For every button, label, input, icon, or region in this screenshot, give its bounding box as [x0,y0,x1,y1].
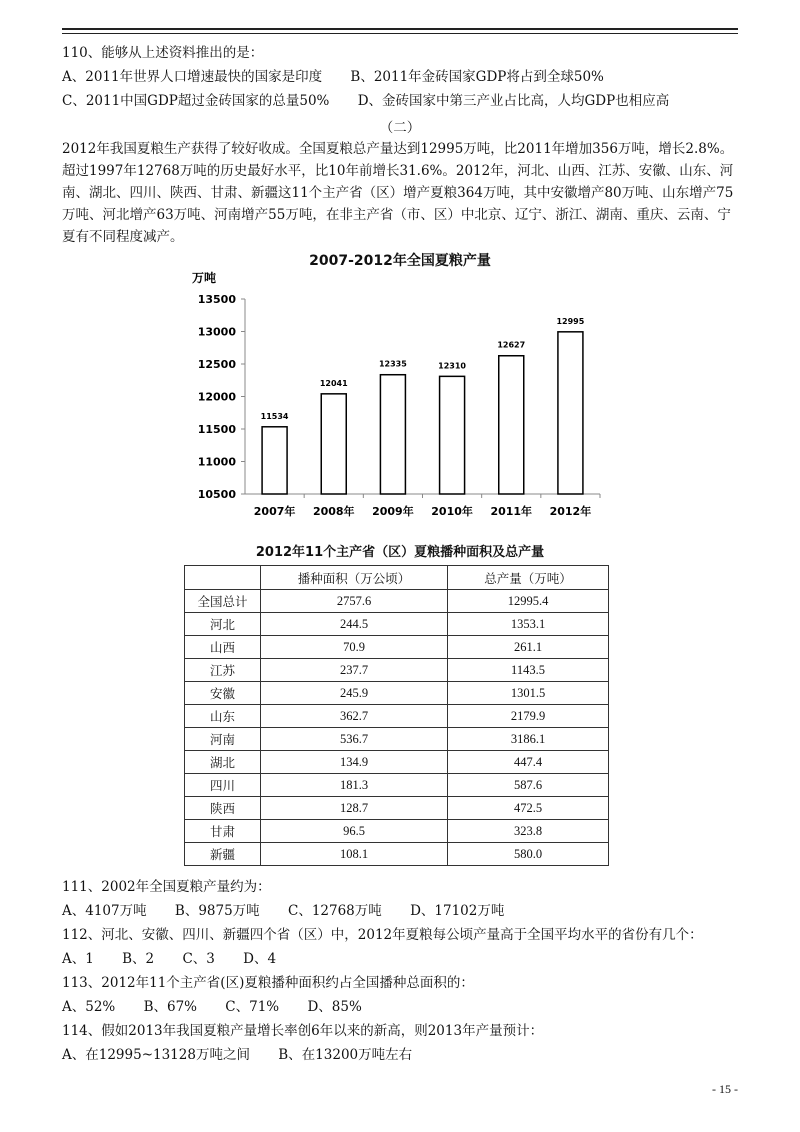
table-header-row [185,566,609,590]
q114-options [62,1046,436,1064]
table-cell: 70.9 [261,636,448,659]
table-row-label: 山西 [185,636,261,659]
bar-data-label: 12995 [556,316,585,326]
table-cell: 1301.5 [448,682,609,705]
q111-option-d: D、17102万吨 [410,903,505,919]
table-title: 2012年11个主产省（区）夏粮播种面积及总产量 [255,545,545,560]
q111-stem: 111、2002年全国夏粮产量约为： [62,879,271,895]
y-tick-label: 12000 [197,390,236,404]
table-cell: 108.1 [261,843,448,866]
q113-option-d: D、85% [307,999,362,1015]
x-tick-label: 2009年 [372,505,414,518]
table-cell: 128.7 [261,797,448,820]
header-rule-thin [62,33,738,34]
bar-data-label: 12335 [378,359,407,369]
bar [440,376,465,494]
table-row [185,682,609,705]
y-tick-label: 10500 [197,488,236,501]
header-rule-thick [62,28,738,30]
table-row-label: 甘肃 [185,820,261,843]
table-row-label: 江苏 [185,659,261,682]
table-row-label: 河北 [185,613,261,636]
y-tick-label: 11000 [197,455,236,469]
q111-option-b: B、9875万吨 [174,903,260,919]
passage: 2012年我国夏粮生产获得了较好收成。全国夏粮总产量达到12995万吨，比2011年增加356万吨，增长2.8%。超过1997年12768万吨的历史最好水平，比10年前增长31.6%。2012年，河北、山西、江苏、安徽、山东、河南、湖北、四川、陕西、甘肃、新疆这11个主产省（区）增产夏粮364万吨，其中安徽增产80万吨、山东增产75万吨、河北增产63万吨、河南增产55万吨，在非主产省（市、区）中北京、辽宁、浙江、湖南、重庆、云南、宁夏有不同程度减产。 [62,141,734,245]
table-row-label: 四川 [185,774,261,797]
x-tick-label: 2008年 [312,505,355,518]
q110-options-row1 [62,68,628,86]
table-row [185,843,609,866]
q112-option-a: A、1 [62,951,94,967]
table-cell: 12995.4 [448,590,609,613]
x-tick-label: 2007年 [253,505,296,518]
y-tick-label: 13500 [197,293,236,306]
table-cell: 3186.1 [448,728,609,751]
table-row-label: 陕西 [185,797,261,820]
x-tick-label: 2012年 [549,505,592,518]
q110-option-b: B、2011年金砖国家GDP将占到全球50% [350,69,604,85]
table-row-label: 湖北 [185,751,261,774]
q113-option-a: A、52% [62,999,116,1015]
bar-data-label: 12041 [319,378,348,388]
page-number: - 15 - [712,1082,738,1096]
q113-stem: 113、2012年11个主产省(区)夏粮播种面积约占全国播种总面积的： [62,975,474,991]
y-tick-label: 11500 [197,423,236,436]
table-cell: 536.7 [261,728,448,751]
q114-stem: 114、假如2013年我国夏粮产量增长率创6年以来的新高，则2013年产量预计： [62,1023,544,1039]
table-row [185,820,609,843]
table-row [185,728,609,751]
q114-option-b: B、在13200万吨左右 [278,1047,413,1063]
table-row [185,797,609,820]
table-cell: 447.4 [448,751,609,774]
bar-data-label: 12627 [497,340,526,350]
q112-option-c: C、3 [182,951,215,967]
table-cell: 323.8 [448,820,609,843]
bar [558,332,583,494]
table-cell: 261.1 [448,636,609,659]
q110-option-d: D、金砖国家中第三产业占比高，人均GDP也相应高 [357,93,670,109]
table-row-label: 安徽 [185,682,261,705]
table-header-cell: 总产量（万吨） [448,566,609,590]
bar [321,394,346,494]
table-cell: 244.5 [261,613,448,636]
table-row [185,774,609,797]
table-cell: 472.5 [448,797,609,820]
table-cell: 2179.9 [448,705,609,728]
table-row-label: 新疆 [185,843,261,866]
table-cell: 2757.6 [261,590,448,613]
table-row-label: 全国总计 [185,590,261,613]
q111-option-c: C、12768万吨 [287,903,382,919]
table-row [185,636,609,659]
table-cell: 134.9 [261,751,448,774]
table-row [185,659,609,682]
table-row-label: 河南 [185,728,261,751]
bar [380,375,405,494]
q111-option-a: A、4107万吨 [62,903,147,919]
table-row [185,705,609,728]
section-label: （二） [379,120,421,136]
q112-option-d: D、4 [243,951,277,967]
q110-stem: 110、能够从上述资料推出的是： [62,45,264,61]
y-axis-label: 万吨 [192,271,217,285]
table-cell: 587.6 [448,774,609,797]
table-header-cell: 播种面积（万公顷） [261,566,448,590]
table-cell: 580.0 [448,843,609,866]
x-tick-label: 2010年 [431,505,473,518]
q114-option-a: A、在12995~13128万吨之间 [62,1047,250,1063]
table-body [185,590,609,866]
table-cell: 237.7 [261,659,448,682]
q110-option-a: A、2011年世界人口增速最快的国家是印度 [62,69,323,85]
bar-chart [180,262,620,532]
table-row [185,751,609,774]
table-cell: 96.5 [261,820,448,843]
chart-title: 2007-2012年全国夏粮产量 [309,253,491,269]
y-tick-label: 12500 [197,358,236,371]
table-cell: 1353.1 [448,613,609,636]
bar [499,356,524,494]
q111-options [62,902,528,920]
q113-option-b: B、67% [143,999,197,1015]
q112-options [62,950,300,968]
q112-option-b: B、2 [122,951,155,967]
table-header-cell [185,566,261,590]
q113-option-c: C、71% [225,999,280,1015]
data-table [184,565,609,866]
q113-options [62,998,386,1016]
table-row [185,613,609,636]
y-tick-label: 13000 [197,325,236,339]
q110-options-row2 [62,92,693,110]
q110-option-c: C、2011中国GDP超过金砖国家的总量50% [62,93,330,109]
table-cell: 1143.5 [448,659,609,682]
bar-data-label: 12310 [438,361,467,371]
table-cell: 181.3 [261,774,448,797]
x-tick-label: 2011年 [490,505,533,518]
table-cell: 362.7 [261,705,448,728]
table-row [185,590,609,613]
q112-stem: 112、河北、安徽、四川、新疆四个省（区）中，2012年夏粮每公顷产量高于全国平均水平的省份有几个： [62,927,703,943]
bar-data-label: 11534 [260,411,289,421]
table-cell: 245.9 [261,682,448,705]
table-row-label: 山东 [185,705,261,728]
bar [262,427,287,494]
